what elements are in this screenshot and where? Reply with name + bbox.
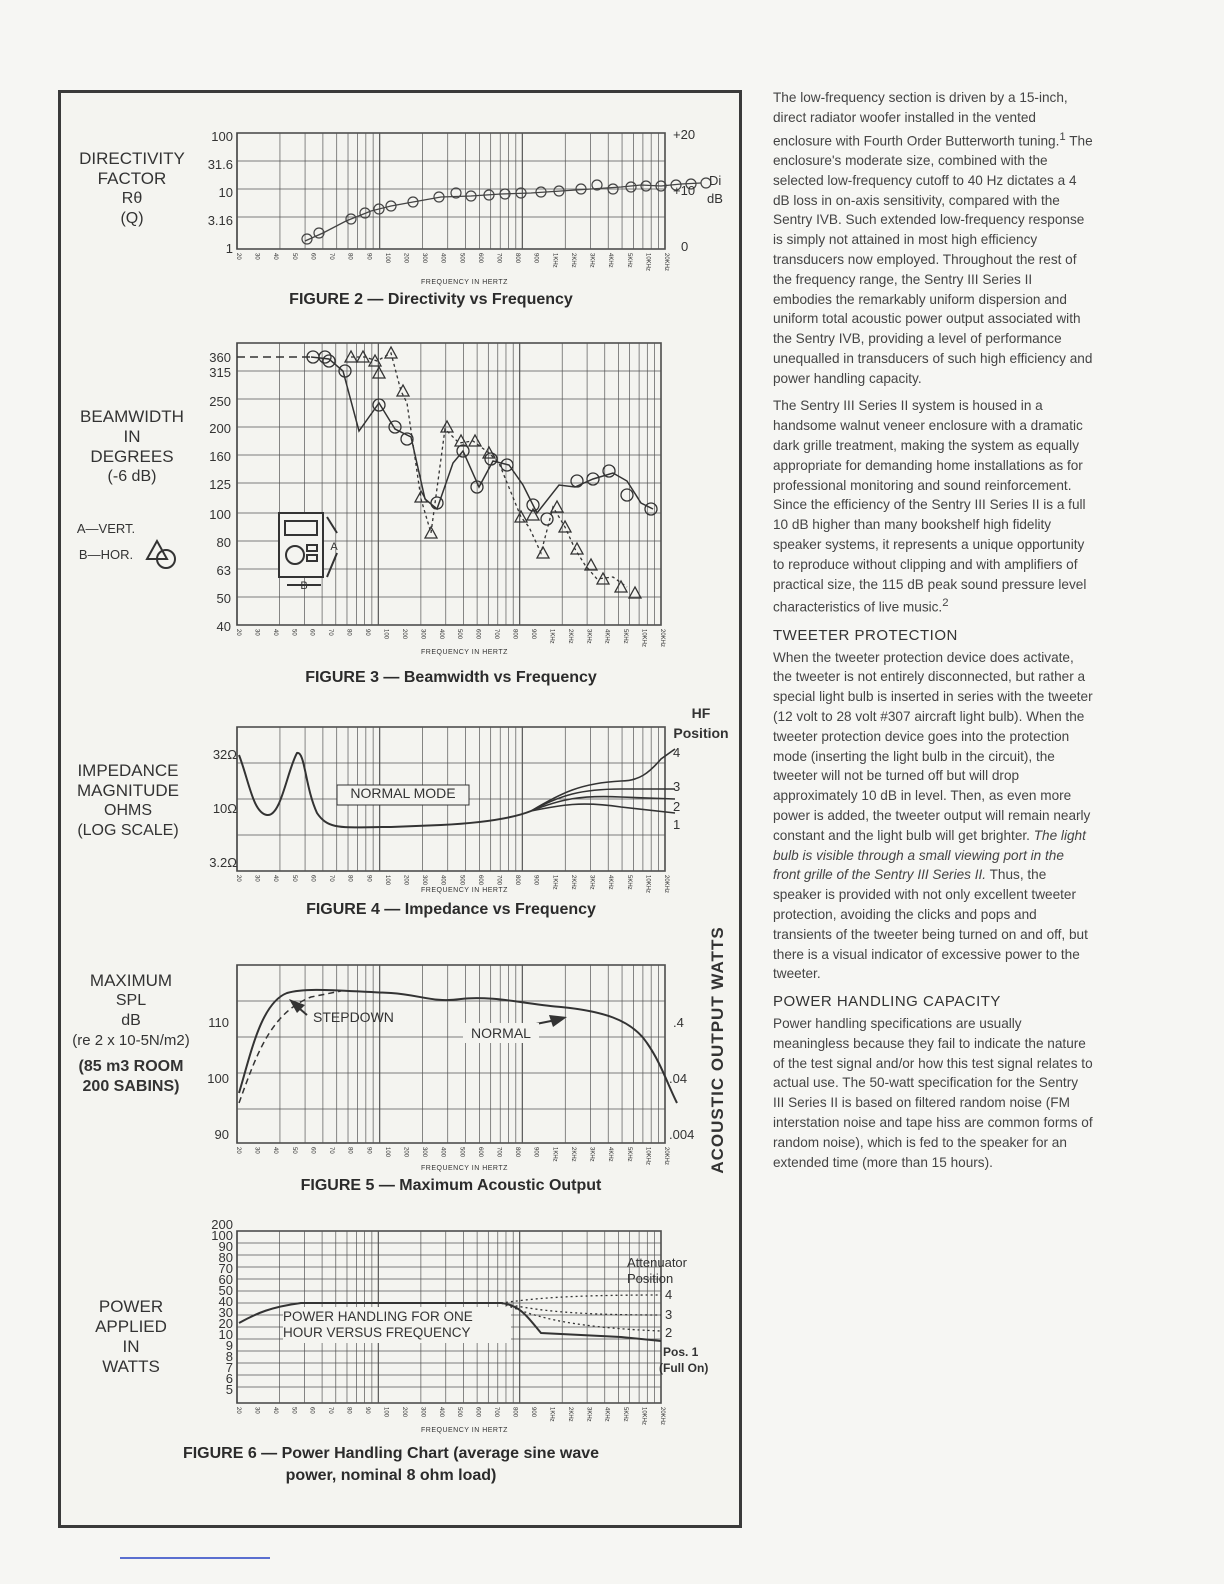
fig6-xtick: 900	[529, 1407, 536, 1418]
fig3-xtick: 700	[493, 629, 500, 640]
fig2-right-label: Di	[709, 173, 722, 188]
fig5-xtick: 900	[532, 1147, 539, 1158]
fig6-pos4-curve	[501, 1295, 661, 1303]
fig3-legend-b: B—HOR.	[78, 547, 134, 562]
fig5-xtick: 600	[476, 1147, 483, 1158]
fig4-xtick: 1KHz	[551, 875, 558, 890]
fig3-legend-a: A—VERT.	[76, 521, 136, 536]
fig5-xtick: 4KHz	[607, 1147, 614, 1162]
fig2-ylabel-line: FACTOR	[97, 169, 167, 188]
fig6-ytick: 40	[218, 1294, 233, 1309]
fig2-xtick: 70	[328, 253, 335, 260]
fig6-box-text	[283, 1309, 511, 1341]
fig3-ytick: 160	[209, 449, 231, 464]
fig6-xtick: 400	[437, 1407, 444, 1418]
fig5-right-tick: .004	[669, 1127, 695, 1142]
fig3-ylabel-line: BEAMWIDTH	[80, 407, 184, 426]
fig5-xtick: 700	[495, 1147, 502, 1158]
fig6-xtick: 10KHz	[640, 1407, 647, 1426]
fig2-xtick: 30	[253, 253, 260, 260]
fig5-xtick: 20	[235, 1147, 241, 1154]
fig5-ylabel-line: dB	[121, 1012, 141, 1029]
tweeter-heading: TWEETER PROTECTION	[773, 626, 958, 644]
fig3-xtick: 600	[474, 629, 481, 640]
fig2-xtick: 80	[346, 253, 353, 260]
fig6-ytick: 200	[211, 1217, 233, 1232]
fig6-xtick: 200	[400, 1407, 407, 1418]
fig2-xtick: 200	[402, 253, 409, 264]
fig2-xtick: 2KHz	[569, 253, 576, 268]
fig6-position: Pos. 1	[663, 1345, 699, 1359]
fig5-xtick: 500	[458, 1147, 465, 1158]
fig6-xtick: 40	[271, 1407, 278, 1414]
fig5-normal-label: NORMAL	[471, 1025, 531, 1041]
fig4-xtick: 700	[495, 875, 502, 886]
fig3-xtick: 20KHz	[659, 629, 665, 648]
fig4-xtick: 4KHz	[607, 875, 614, 890]
housing-text: The Sentry III Series II system is housed in a handsome walnut veneer enclosure with a dramatic dark grille treatment, making the system as equally appropriate for demanding home installations as for professional monitoring and sound reinforcement. Since the efficiency of the Sentry III Series II is a full 10 dB higher than many bookshelf high fidelity speaker systems, it represents a unique opportunity to reproduce without clipping and with amplifiers of practical size, the 115 dB peak sound pressure level characteristics of live music.	[773, 398, 1087, 615]
fig3-caption: FIGURE 3 — Beamwidth vs Frequency	[305, 669, 597, 686]
fig4-hf-curve-1	[531, 804, 675, 813]
fig3-ylabel-line: (-6 dB)	[107, 468, 157, 485]
fig2-xtick: 5KHz	[625, 253, 632, 268]
fig4-hf-position: 1	[673, 817, 681, 832]
fig3-xaxis-label: FREQUENCY IN HERTZ	[421, 649, 508, 656]
fig3-vertical-markers	[345, 347, 641, 598]
fig6-ytick: 20	[218, 1316, 233, 1331]
fig2-xtick: 300	[421, 253, 428, 264]
fig6-xtick: 20KHz	[659, 1407, 665, 1426]
fig6-xtick: 50	[290, 1407, 297, 1414]
fig6-xtick: 4KHz	[603, 1407, 610, 1422]
fig5-caption: FIGURE 5 — Maximum Acoustic Output	[300, 1177, 602, 1194]
fig3-ytick: 40	[216, 619, 231, 634]
fig3-ytick: 250	[209, 394, 231, 409]
fig6-xtick: 5KHz	[622, 1407, 629, 1422]
fig5-side-label: ACOUSTIC OUTPUT WATTS	[708, 926, 727, 1174]
fig6-ytick: 30	[218, 1305, 233, 1320]
fig3-xtick: 4KHz	[603, 629, 610, 644]
fig6-xtick: 2KHz	[566, 1407, 573, 1422]
fig3-ytick: 200	[209, 421, 231, 436]
fig5-ytick: 90	[214, 1127, 229, 1142]
fig3-ylabel-line: DEGREES	[90, 447, 174, 466]
fig5-xtick: 800	[514, 1147, 521, 1158]
fig3-xtick: 30	[253, 629, 260, 636]
intro-rest: The enclosure's moderate size, combined with the selected low-frequency cutoff to 40 Hz dictates a 4 dB loss in on-axis sensitivity, compared with the Sentry IVB. Such extended low-frequency response is simply not attained in most high efficiency transducers now employed. Throughout the rest of the frequency range, the Sentry III Series II embodies the remarkably uniform dispersion and uniform total acoustic power output associated with the Sentry IVB, providing a level of performance unequalled in transducers of such high efficiency and power handling capacity.	[773, 133, 1093, 386]
fig6-ytick: 60	[218, 1272, 233, 1287]
fig6-ytick: 7	[225, 1360, 233, 1375]
intro-paragraph	[773, 88, 1093, 388]
fig5-grid	[235, 965, 669, 1165]
fig3-ytick: 63	[216, 563, 231, 578]
fig4-caption: FIGURE 4 — Impedance vs Frequency	[306, 901, 596, 918]
fig3-xtick: 800	[511, 629, 518, 640]
fig3-xtick: 5KHz	[622, 629, 629, 644]
fig4-xtick: 70	[328, 875, 335, 882]
fig3-xtick: 1KHz	[548, 629, 555, 644]
fig2-xtick: 20KHz	[663, 253, 669, 272]
fig4-ylabel-line: IMPEDANCE	[77, 761, 179, 780]
fig2-xtick: 400	[439, 253, 446, 264]
figures-panel	[58, 90, 742, 1528]
fig2-ylabel-line: (Q)	[120, 210, 144, 227]
fig2-chart	[61, 93, 739, 293]
fig3-ytick: 100	[209, 507, 231, 522]
fig6-caption-line: FIGURE 6 — Power Handling Chart (average sine wave	[182, 1445, 600, 1462]
fig6-ytick: 100	[211, 1228, 233, 1243]
fig3-ytick: 80	[216, 535, 231, 550]
fig2-xtick: 10KHz	[644, 253, 651, 272]
fig6-ylabel-line: POWER	[98, 1297, 164, 1316]
fig5-xtick: 90	[365, 1147, 372, 1154]
fig4-xtick: 20KHz	[663, 875, 669, 894]
fig3-ytick: 360	[209, 350, 231, 365]
fig4-xtick: 300	[421, 875, 428, 886]
fig2-xtick: 90	[365, 253, 372, 260]
fig6-xtick: 300	[419, 1407, 426, 1418]
fig6-xtick: 1KHz	[548, 1407, 555, 1422]
fig2-right-tick: 0	[681, 239, 689, 254]
figure-4	[61, 701, 739, 941]
fig6-ylabel-line: IN	[122, 1337, 140, 1356]
fig5-right-tick: .04	[669, 1071, 688, 1086]
housing-paragraph	[773, 396, 1093, 617]
fig6-xtick: 60	[308, 1407, 315, 1414]
fig6-ytick: 10	[218, 1327, 233, 1342]
fig5-xtick: 1KHz	[551, 1147, 558, 1162]
fig4-ylabel-line: MAGNITUDE	[77, 781, 179, 800]
fig6-ytick: 80	[218, 1250, 233, 1265]
fig2-xtick: 20	[235, 253, 241, 260]
fig2-ylabel-line: DIRECTIVITY	[79, 149, 185, 168]
fig4-xtick: 40	[272, 875, 279, 882]
fig5-xtick: 10KHz	[644, 1147, 651, 1166]
fig6-xtick: 30	[253, 1407, 260, 1414]
fig3-xtick: 60	[308, 629, 315, 636]
tweeter-italic: The light bulb is visible through a small viewing port in the front grille of the Sentry III Series II.	[773, 827, 1086, 883]
fig4-xtick: 3KHz	[588, 875, 595, 890]
fig5-xtick: 400	[439, 1147, 446, 1158]
fig6-ytick: 6	[225, 1371, 233, 1386]
tweeter-text: When the tweeter protection device does activate, the tweeter is not entirely disconnected, but rather a special light bulb is inserted in series with the tweeter (12 volt to 28 volt #307 aircraft light bulb). When the tweeter protection device goes into the protection mode (inserting the light bulb in the circuit), the tweeter will not be turned off but will drop approximately 10 dB in level. Then, as even more power is added, the tweeter output will remain nearly constant and the light bulb will get brighter.	[773, 649, 1093, 843]
fig5-xtick: 100	[383, 1147, 390, 1158]
fig3-ylabel-line: IN	[123, 427, 141, 446]
fig4-hf-curve-4	[531, 749, 675, 811]
fig6-position: 4	[665, 1287, 673, 1302]
fig6-position: 3	[665, 1307, 673, 1322]
fig4-xtick: 50	[290, 875, 297, 882]
fig2-xtick: 4KHz	[607, 253, 614, 268]
fig2-xtick: 100	[383, 253, 390, 264]
fig3-xtick: 2KHz	[566, 629, 573, 644]
fig5-side-label-wrap	[698, 926, 738, 1174]
fig2-right-label: dB	[707, 191, 723, 206]
page-edge-mark	[120, 1557, 270, 1559]
fig4-xtick: 80	[346, 875, 353, 882]
fig6-position: (Full On)	[659, 1361, 709, 1375]
fig5-xtick: 30	[253, 1147, 260, 1154]
fig6-ytick: 5	[225, 1382, 233, 1397]
fig4-hf-line: Position	[673, 725, 729, 741]
fig4-hf-line: HF	[691, 705, 711, 721]
fig5-normal-curve	[239, 990, 677, 1103]
text-column	[773, 88, 1093, 1180]
fig5-xtick: 70	[328, 1147, 335, 1154]
fig4-xtick: 600	[476, 875, 483, 886]
fig5-xaxis-label: FREQUENCY IN HERTZ	[421, 1165, 508, 1172]
fig3-xtick: 10KHz	[640, 629, 647, 648]
fig6-ytick: 90	[218, 1239, 233, 1254]
fig2-xtick: 600	[476, 253, 483, 264]
fig4-xtick: 100	[383, 875, 390, 886]
fig5-xtick: 60	[309, 1147, 316, 1154]
figure-6	[61, 1217, 739, 1523]
fig4-xtick: 10KHz	[644, 875, 651, 894]
power-heading: POWER HANDLING CAPACITY	[773, 993, 1001, 1011]
fig5-right-tick: .4	[673, 1015, 684, 1030]
fig4-xtick: 60	[309, 875, 316, 882]
fig5-xtick: 2KHz	[569, 1147, 576, 1162]
fig5-ylabel-line: (re 2 x 10-5N/m2)	[72, 1032, 190, 1049]
fig2-grid	[235, 133, 669, 271]
fig4-mode-label: NORMAL MODE	[350, 785, 456, 801]
fig3-xtick: 90	[364, 629, 371, 636]
fig3-xtick: 900	[529, 629, 536, 640]
fig3-grid	[235, 343, 665, 647]
fig5-ylabel-line: 200 SABINS)	[82, 1078, 180, 1095]
fig3-ytick: 50	[216, 591, 231, 606]
fig5-ylabel-line: MAXIMUM	[89, 971, 173, 990]
fig4-ytick: 10Ω	[212, 801, 237, 816]
fig3-xtick: 400	[437, 629, 444, 640]
fig6-caption-line: power, nominal 8 ohm load)	[285, 1467, 497, 1484]
fig5-ytick: 100	[207, 1071, 229, 1086]
figure-3	[61, 333, 739, 703]
fig6-position: 2	[665, 1325, 673, 1340]
fig5-xtick: 50	[290, 1147, 297, 1154]
fig2-xtick: 40	[272, 253, 279, 260]
fig2-xtick: 800	[514, 253, 521, 264]
fig6-xtick: 800	[511, 1407, 518, 1418]
fig6-attenuator-label	[627, 1255, 707, 1287]
fig6-xtick: 600	[474, 1407, 481, 1418]
fig4-xtick: 500	[458, 875, 465, 886]
intro-footnote: 1	[1059, 130, 1066, 143]
fig6-xtick: 100	[382, 1407, 389, 1418]
fig3-xtick: 40	[271, 629, 278, 636]
fig3-xtick: 20	[235, 629, 241, 636]
fig2-xtick: 500	[458, 253, 465, 264]
fig4-hf-position: 4	[673, 745, 681, 760]
fig4-hf-position: 3	[673, 779, 681, 794]
fig2-ylabel-line: Rθ	[121, 190, 143, 207]
fig6-xtick: 80	[345, 1407, 352, 1414]
fig5-xtick: 5KHz	[625, 1147, 632, 1162]
fig4-grid	[235, 727, 669, 893]
fig4-xtick: 800	[514, 875, 521, 886]
fig3-xtick: 200	[400, 629, 407, 640]
fig2-right-tick: +20	[673, 127, 696, 142]
fig3-chart	[61, 333, 739, 663]
fig4-xtick: 900	[532, 875, 539, 886]
fig6-xtick: 3KHz	[585, 1407, 592, 1422]
fig5-xtick: 80	[346, 1147, 353, 1154]
fig6-ytick: 70	[218, 1261, 233, 1276]
fig2-markers	[302, 178, 711, 244]
fig6-xtick: 90	[364, 1407, 371, 1414]
fig6-xtick: 70	[327, 1407, 334, 1414]
fig5-ylabel-line: (85 m3 ROOM	[78, 1058, 184, 1075]
fig5-ytick: 110	[208, 1015, 229, 1030]
fig5-ylabel-line: SPL	[115, 992, 147, 1009]
fig5-xtick: 20KHz	[663, 1147, 669, 1166]
tweeter-paragraph	[773, 648, 1093, 985]
tweeter-end: Thus, the speaker is provided with not only excellent tweeter protection, avoiding the clicks and pops and transients of the tweeter being turned on and off, but there is a visual indicator of excessive power to the tweeter.	[773, 867, 1088, 982]
intro-text: The low-frequency section is driven by a 15-inch, direct radiator woofer installed in the vented enclosure with Fourth Order Butterworth tuning.	[773, 90, 1068, 149]
fig5-stepdown-label: STEPDOWN	[313, 1009, 394, 1025]
fig5-xtick: 200	[402, 1147, 409, 1158]
fig6-attenuator-line: Attenuator	[627, 1255, 687, 1270]
fig4-xtick: 2KHz	[569, 875, 576, 890]
fig2-directivity-curve	[305, 183, 701, 241]
fig3-ytick: 125	[209, 477, 231, 492]
fig6-xaxis-label: FREQUENCY IN HERTZ	[421, 1427, 508, 1434]
fig5-chart	[61, 943, 739, 1166]
fig6-ytick: 9	[225, 1338, 233, 1353]
fig2-ytick: 31.6	[207, 157, 233, 172]
fig4-xtick: 200	[402, 875, 409, 886]
fig6-ylabel-line: WATTS	[102, 1357, 160, 1376]
fig2-right-tick: +10	[673, 183, 696, 198]
fig2-ytick: 100	[211, 129, 233, 144]
fig3-xtick: 300	[419, 629, 426, 640]
fig4-ylabel-line: OHMS	[104, 802, 152, 819]
fig6-ytick: 50	[218, 1283, 233, 1298]
fig4-ytick: 32Ω	[212, 747, 237, 762]
fig3-xtick: 500	[456, 629, 463, 640]
fig2-xtick: 900	[532, 253, 539, 264]
fig2-caption: FIGURE 2 — Directivity vs Frequency	[289, 291, 573, 308]
housing-footnote: 2	[942, 597, 949, 610]
fig6-box-line: POWER HANDLING FOR ONE	[283, 1309, 473, 1324]
fig6-box-line: HOUR VERSUS FREQUENCY	[283, 1325, 471, 1340]
fig4-ylabel-line: (LOG SCALE)	[77, 822, 179, 839]
fig5-frame	[237, 965, 665, 1143]
fig3-xtick: 100	[382, 629, 389, 640]
fig3-inset-a: A	[330, 541, 338, 553]
fig3-xtick: 50	[290, 629, 297, 636]
fig4-xtick: 20	[235, 875, 241, 882]
fig4-hf-position: 2	[673, 799, 681, 814]
power-paragraph: Power handling specifications are usually meaningless because they fail to indicate the nature of the test signal and/or how this test signal relates to actual use. The 50-watt specification for the Sentry III Series II is based on filtered random noise (FM interstation noise and tape hiss are common forms of random noise), which is fed to the speaker for an extended time (more than 15 hours).	[773, 1015, 1093, 1170]
figure-2	[61, 93, 739, 323]
fig4-xtick: 400	[439, 875, 446, 886]
fig2-xtick: 700	[495, 253, 502, 264]
fig5-normal-arrowhead	[549, 1015, 567, 1027]
fig3-xtick: 70	[327, 629, 334, 636]
figure-5	[61, 943, 739, 1203]
fig6-xtick: 700	[493, 1407, 500, 1418]
fig5-xtick: 40	[272, 1147, 279, 1154]
fig6-caption	[181, 1443, 601, 1487]
fig5-xtick: 300	[421, 1147, 428, 1158]
fig2-xtick: 1KHz	[551, 253, 558, 268]
fig2-xtick: 3KHz	[588, 253, 595, 268]
fig2-ytick: 1	[225, 241, 233, 256]
fig2-ytick: 3.16	[207, 213, 233, 228]
fig6-ytick: 8	[225, 1349, 233, 1364]
fig3-xtick: 80	[345, 629, 352, 636]
fig4-xtick: 5KHz	[625, 875, 632, 890]
fig3-inset-b: B	[300, 580, 308, 592]
fig5-xtick: 3KHz	[588, 1147, 595, 1162]
fig2-xtick: 60	[309, 253, 316, 260]
fig4-xtick: 90	[365, 875, 372, 882]
fig6-ylabel-line: APPLIED	[95, 1317, 167, 1336]
fig2-ytick: 10	[218, 185, 233, 200]
fig3-xtick: 3KHz	[585, 629, 592, 644]
fig6-xtick: 500	[456, 1407, 463, 1418]
fig6-xtick: 20	[235, 1407, 241, 1414]
fig4-xaxis-label: FREQUENCY IN HERTZ	[421, 887, 508, 894]
fig2-xtick: 50	[290, 253, 297, 260]
fig4-ytick: 3.2Ω	[209, 855, 237, 870]
fig2-xaxis-label: FREQUENCY IN HERTZ	[421, 279, 508, 286]
fig3-ytick: 315	[209, 365, 231, 380]
fig6-attenuator-line: Position	[627, 1271, 674, 1286]
fig4-xtick: 30	[253, 875, 260, 882]
